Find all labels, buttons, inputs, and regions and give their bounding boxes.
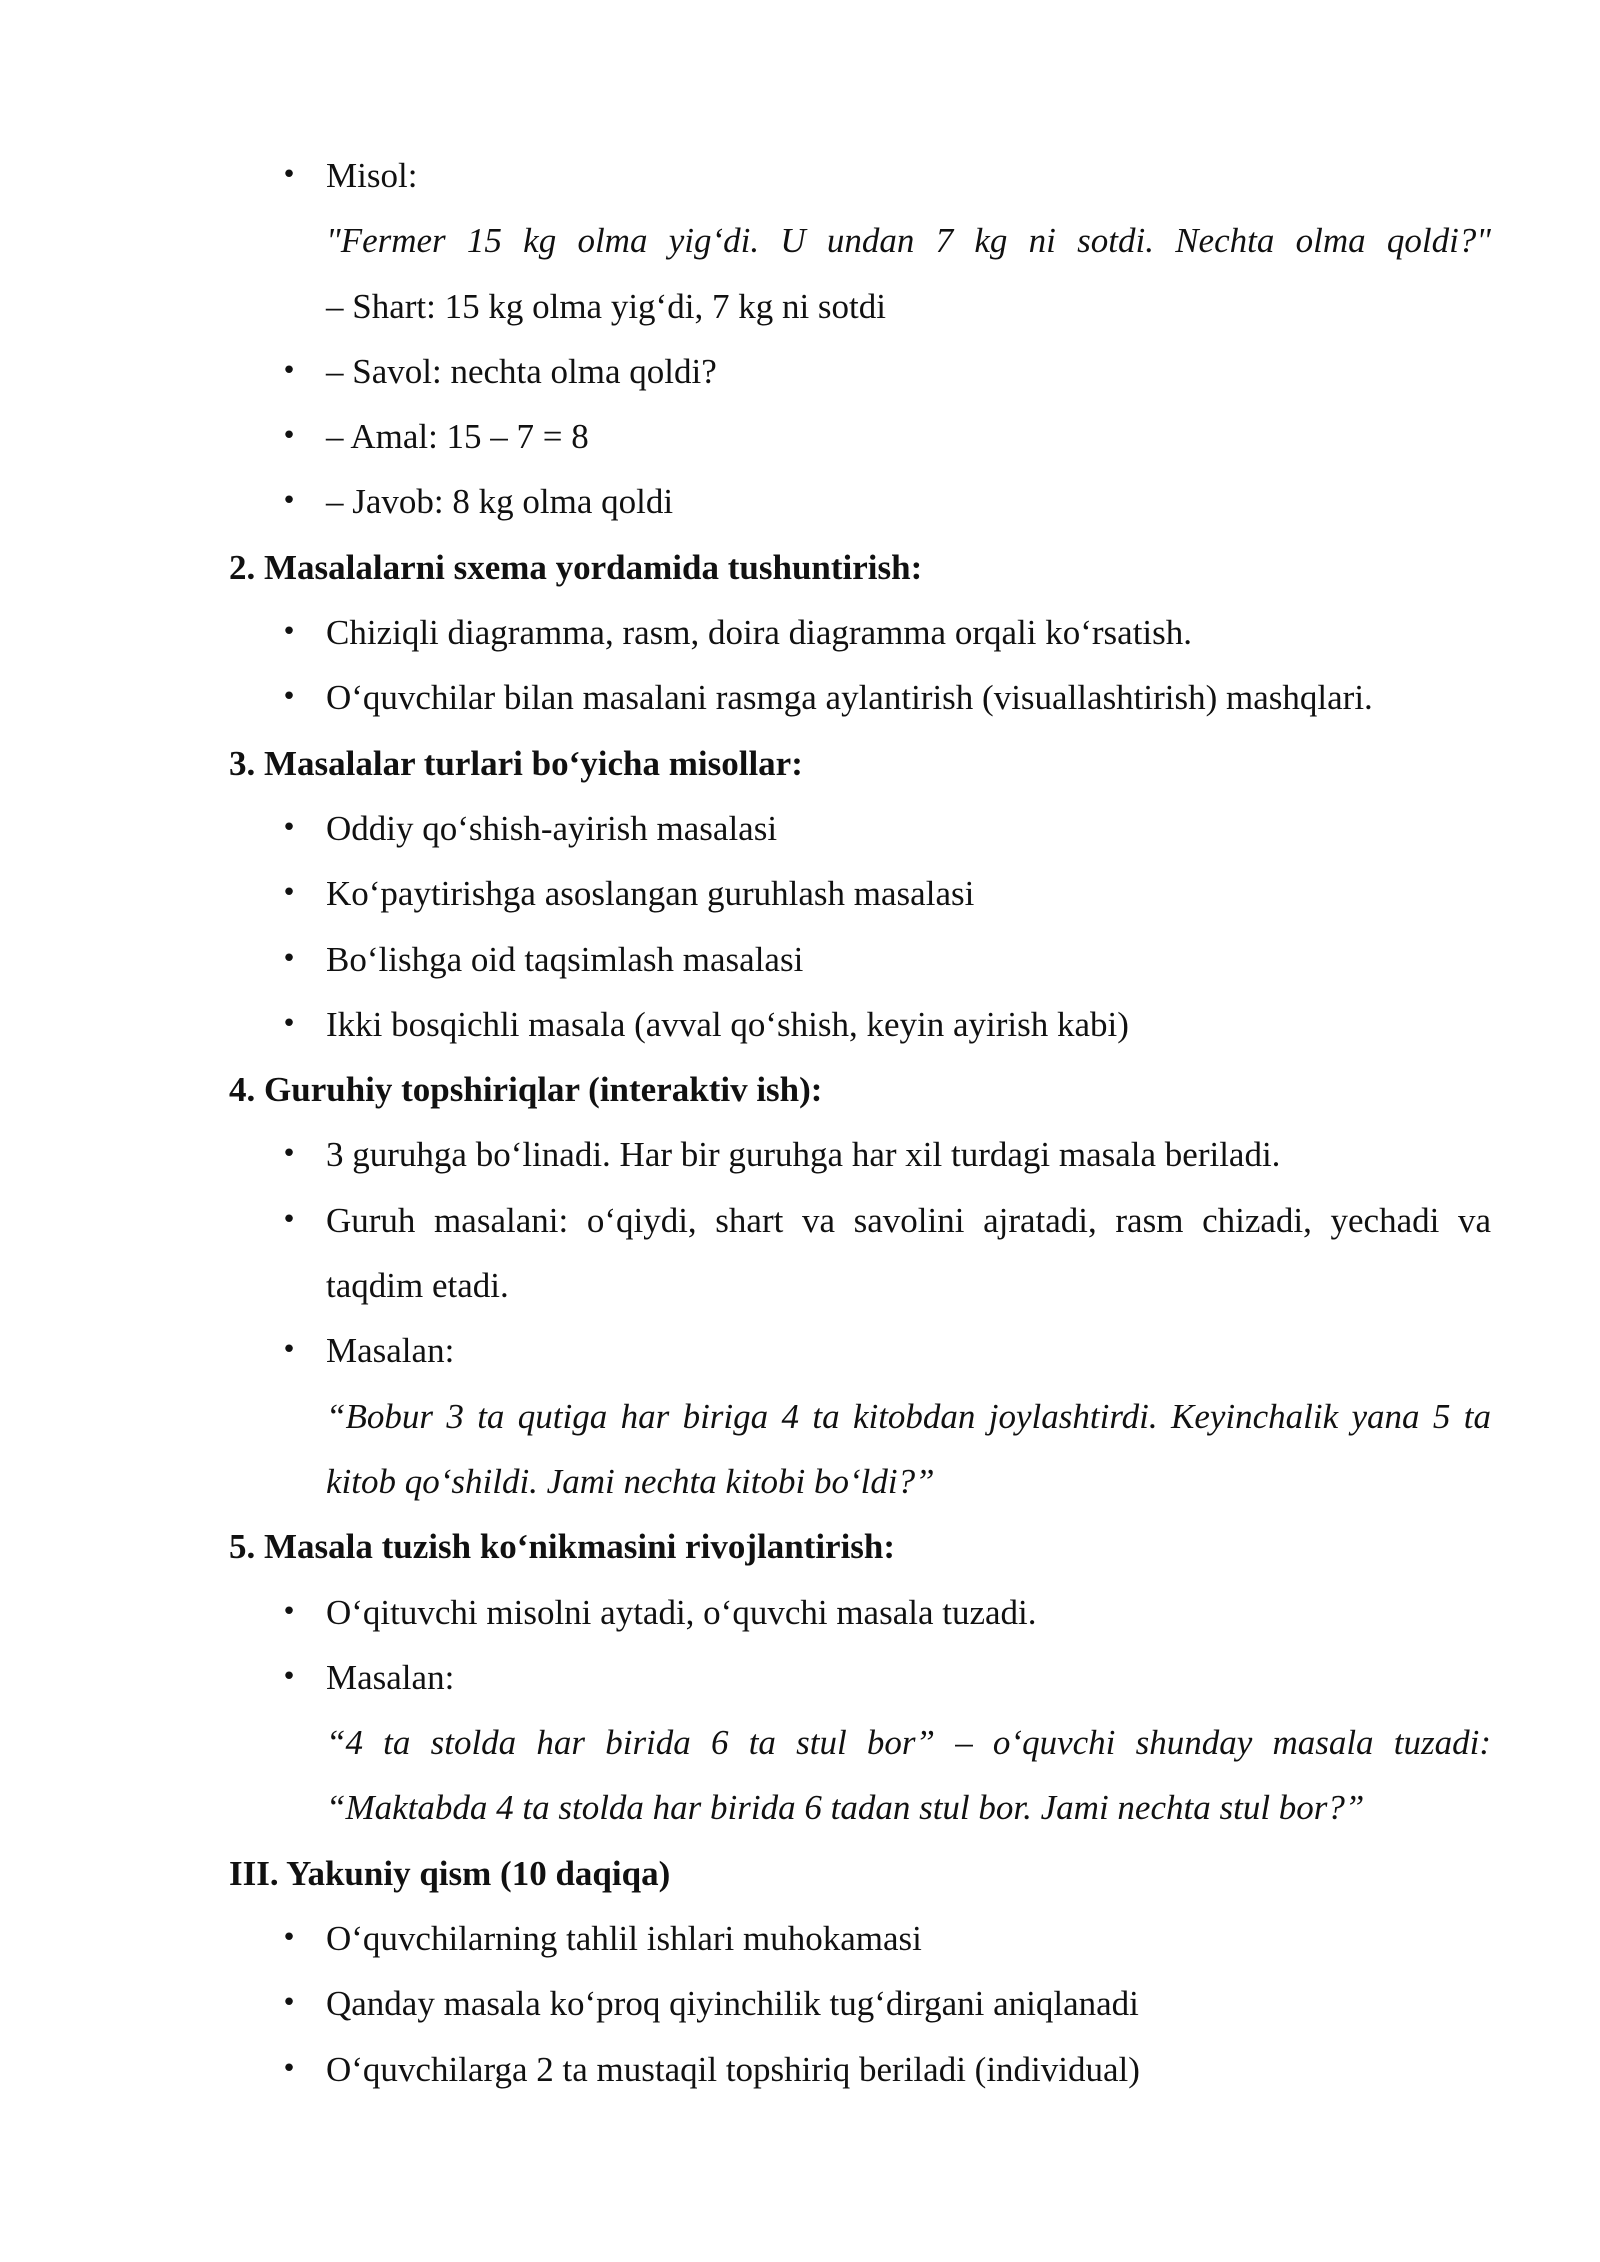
bullet-icon: • <box>281 1923 297 1954</box>
list-item <box>229 339 1491 404</box>
list-item <box>229 404 1491 469</box>
list-item-text: Oddiy qo‘shish-ayirish masalasi <box>326 808 778 848</box>
list-item-text: O‘quvchilarga 2 ta mustaqil topshiriq beriladi (individual) <box>326 2049 1140 2089</box>
bullet-icon: • <box>281 421 297 452</box>
list-item-text: – Savol: nechta olma qoldi? <box>326 351 717 391</box>
bullet-icon: • <box>281 943 297 974</box>
list-item-text: Ko‘paytirishga asoslangan guruhlash masalasi <box>326 874 975 914</box>
bullet-icon: • <box>281 2053 297 2084</box>
section-4-heading: 4. Guruhiy topshiriqlar (interaktiv ish): <box>229 1070 823 1110</box>
list-item-masalan <box>229 1318 1491 1514</box>
bullet-icon: • <box>281 617 297 648</box>
bullet-icon: • <box>281 1988 297 2019</box>
final-section-list <box>229 1906 1491 2102</box>
list-item-text: Ikki bosqichli masala (avval qo‘shish, keyin ayirish kabi) <box>326 1004 1129 1044</box>
list-item-text: O‘quvchilar bilan masalani rasmga aylantirish (visuallashtirish) mashqlari. <box>326 678 1373 718</box>
bullet-icon: • <box>281 1661 297 1692</box>
section-3-heading: 3. Masalalar turlari bo‘yicha misollar: <box>229 743 803 783</box>
masalan-label: Masalan: <box>326 1657 455 1697</box>
list-item-masalan <box>229 1645 1491 1841</box>
bullet-icon: • <box>281 682 297 713</box>
list-item-misol <box>229 143 1491 339</box>
list-item <box>229 1188 1491 1319</box>
list-item-text: – Javob: 8 kg olma qoldi <box>326 482 674 522</box>
list-item-text: Bo‘lishga oid taqsimlash masalasi <box>326 939 804 979</box>
misol-label: Misol: <box>326 156 418 195</box>
bullet-icon: • <box>281 486 297 517</box>
bullet-icon: • <box>281 1139 297 1170</box>
list-item <box>229 2037 1491 2102</box>
section-4-list <box>229 1122 1491 1514</box>
bullet-icon: • <box>281 1008 297 1039</box>
list-item <box>229 600 1491 665</box>
list-item <box>229 665 1491 730</box>
document-page <box>229 143 1491 2102</box>
masalan-label: Masalan: <box>326 1331 455 1371</box>
masalan-example-text: “Bobur 3 ta qutiga har biriga 4 ta kitobdan joylashtirdi. Keyinchalik yana 5 ta kitob qo‘shildi. Jami nechta kitobi bo‘ldi?” <box>326 1396 1491 1501</box>
section-2-heading: 2. Masalalarni sxema yordamida tushuntirish: <box>229 547 923 587</box>
misol-text: "Fermer 15 kg olma yig‘di. U undan 7 kg ni sotdi. Nechta olma qoldi?" <box>326 221 1491 261</box>
section-3-list <box>229 796 1491 1057</box>
list-item <box>229 1906 1491 1971</box>
masalan-example-line-2: “Maktabda 4 ta stolda har birida 6 tadan stul bor. Jami nechta stul bor?” <box>326 1788 1365 1828</box>
list-item <box>229 861 1491 926</box>
bullet-icon: • <box>281 1596 297 1627</box>
list-item-text: Qanday masala ko‘proq qiyinchilik tug‘dirgani aniqlanadi <box>326 1984 1139 2024</box>
list-item <box>229 927 1491 992</box>
bullet-icon: • <box>281 812 297 843</box>
list-item-text: O‘qituvchi misolni aytadi, o‘quvchi masala tuzadi. <box>326 1592 1037 1632</box>
section-2-list <box>229 600 1491 731</box>
list-item <box>229 1971 1491 2036</box>
masalan-example-line-1: “4 ta stolda har birida 6 ta stul bor” – o‘quvchi shunday masala tuzadi: <box>326 1723 1491 1763</box>
list-item <box>229 796 1491 861</box>
bullet-icon: • <box>281 160 297 190</box>
shart-text: – Shart: 15 kg olma yig‘di, 7 kg ni sotdi <box>326 286 886 326</box>
section-5-heading: 5. Masala tuzish ko‘nikmasini rivojlantirish: <box>229 1527 896 1567</box>
list-item <box>229 1122 1491 1187</box>
list-item-text: Guruh masalani: o‘qiydi, shart va savolini ajratadi, rasm chizadi, yechadi va taqdim etadi. <box>326 1200 1491 1306</box>
final-section-heading: III. Yakuniy qism (10 daqiqa) <box>229 1853 671 1893</box>
list-item-text: Chiziqli diagramma, rasm, doira diagramma orqali ko‘rsatish. <box>326 613 1193 653</box>
bullet-icon: • <box>281 1204 297 1235</box>
list-item <box>229 469 1491 534</box>
intro-list <box>229 143 1491 535</box>
section-5-list <box>229 1580 1491 1841</box>
list-item-text: O‘quvchilarning tahlil ishlari muhokamasi <box>326 1919 922 1959</box>
bullet-icon: • <box>281 878 297 909</box>
list-item-text: 3 guruhga bo‘linadi. Har bir guruhga har xil turdagi masala beriladi. <box>326 1135 1281 1175</box>
bullet-icon: • <box>281 355 297 386</box>
list-item <box>229 1580 1491 1645</box>
bullet-icon: • <box>281 1335 297 1366</box>
list-item <box>229 992 1491 1057</box>
list-item-text: – Amal: 15 – 7 = 8 <box>326 417 589 457</box>
